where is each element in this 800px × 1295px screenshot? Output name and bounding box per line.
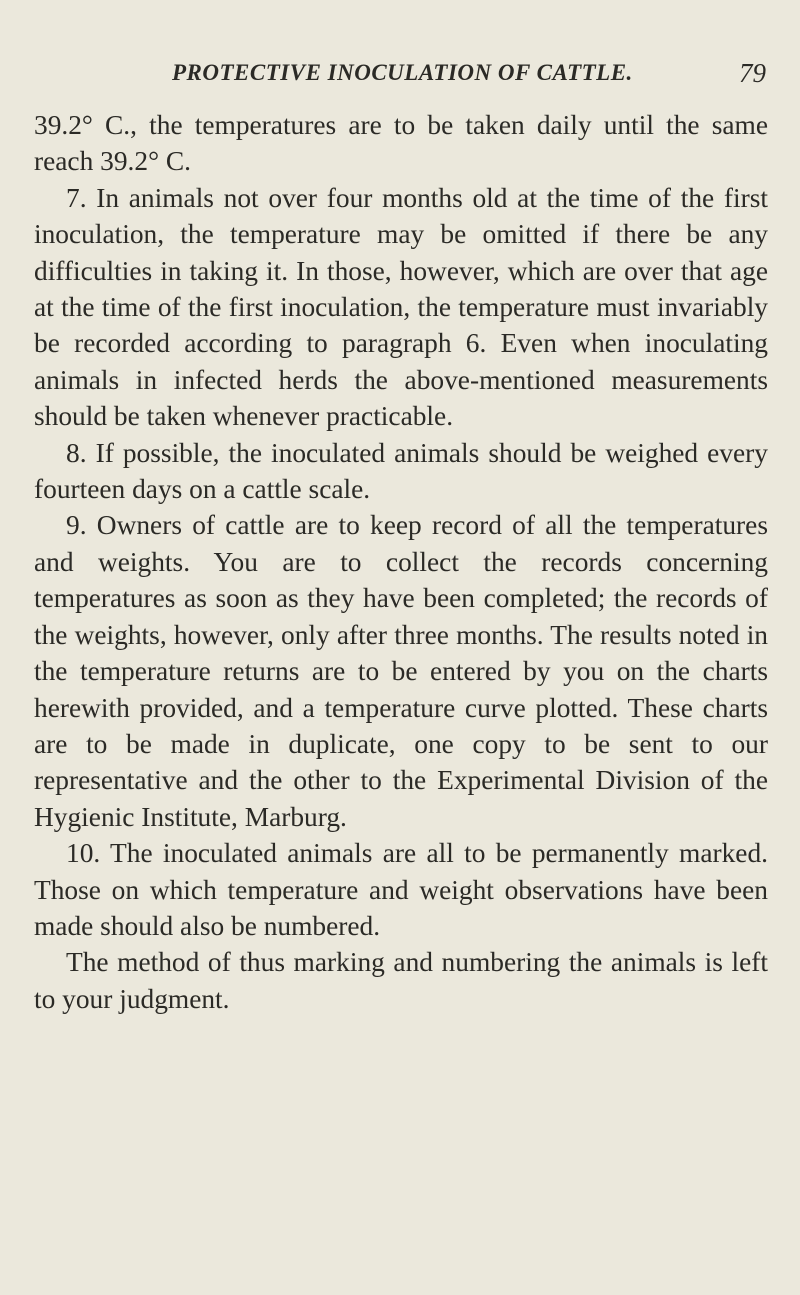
body-text (34, 107, 768, 1017)
paragraph-item-10: 10. The inoculated animals are all to be permanently marked. Those on which temperature and weight observations have been made should also be numbered. (34, 838, 768, 941)
page-number: 79 (739, 58, 766, 88)
paragraph-closing: The method of thus marking and numbering the animals is left to your judgment. (34, 947, 768, 1014)
paragraph-item-8: 8. If possible, the inoculated animals should be weighed every fourteen days on a cattle scale. (34, 437, 768, 505)
paragraph-item-7: 7. In animals not over four months old at the time of the first inoculation, the temperature may be omitted if there be any difficulties in taking it. In those, however, which are over that age at the time of the first inoculation, the temperature must invariably be recorded according to paragraph 6. Even when inoculating animals in infected herds the above-mentioned measurements should be taken whenever practicable. (34, 182, 768, 432)
paragraph-item-9: 9. Owners of cattle are to keep record of all the temperatures and weights. You are to collect the records concerning temperatures as soon as they have been completed; the records of the weights, however, only after three months. The results noted in the temperature returns are to be entered by you on the charts herewith provided, and a temperature curve plotted. These charts are to be made in duplicate, one copy to be sent to our representative and the other to the Experimental Division of the Hygienic Institute, Marburg. (34, 510, 768, 832)
paragraph-continuation: 39.2° C., the temperatures are to be taken daily until the same reach 39.2° C. (34, 110, 768, 177)
running-title: PROTECTIVE INOCULATION OF CATTLE. (172, 60, 633, 85)
running-head (160, 60, 766, 96)
